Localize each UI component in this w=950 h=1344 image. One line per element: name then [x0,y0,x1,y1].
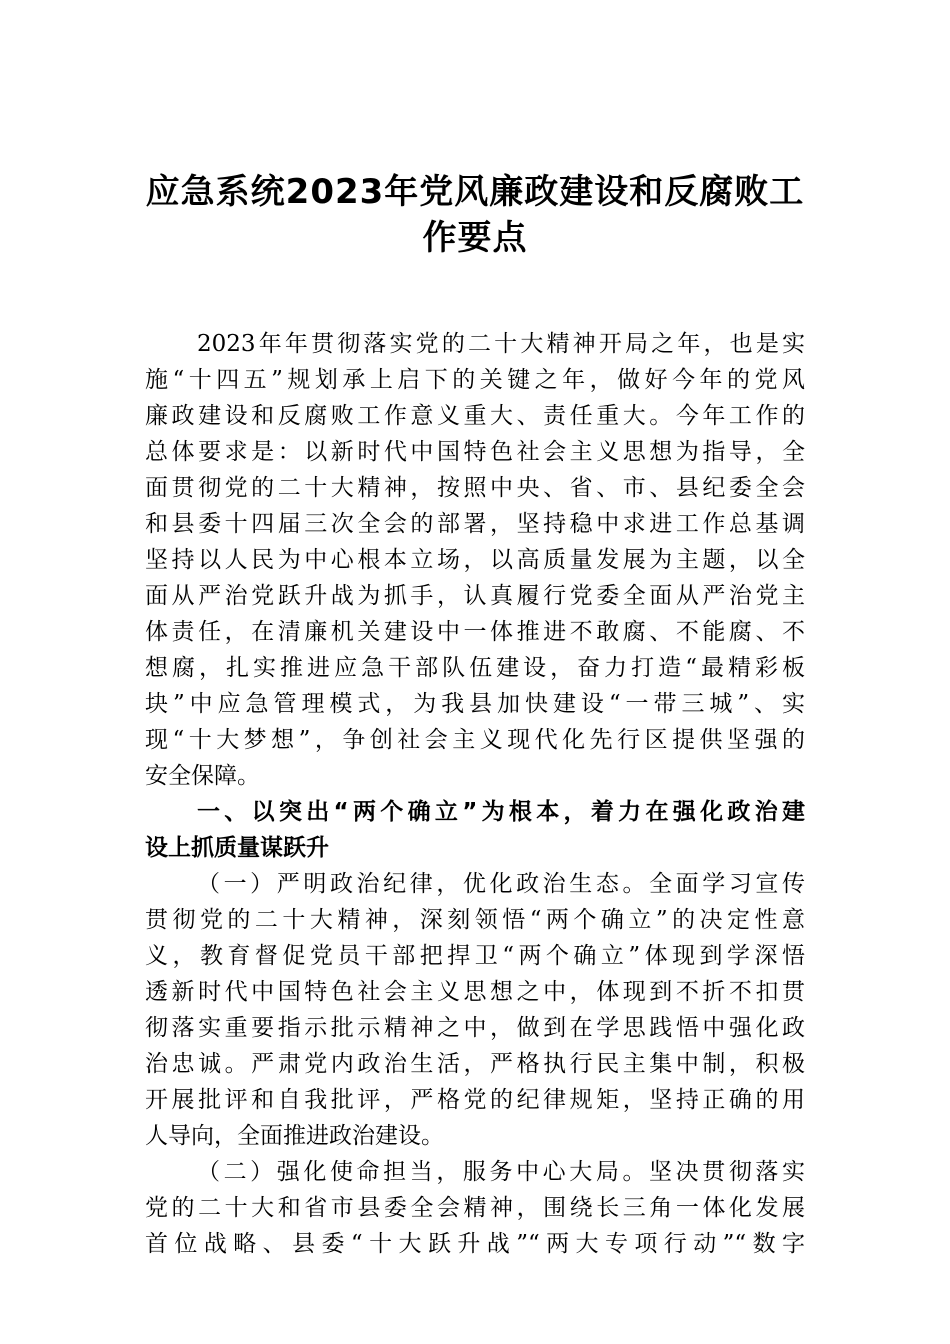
paragraph-line: 安全保障。 [145,763,260,789]
paragraph-line: 开展批评和自我批评，严格党的纪律规矩，坚持正确的用 [145,1087,805,1113]
paragraph-line: 贯彻党的二十大精神，深刻领悟“两个确立”的决定性意 [145,907,805,933]
paragraph-line: 坚持以人民为中心根本立场，以高质量发展为主题，以全 [145,547,805,573]
paragraph-line: 透新时代中国特色社会主义思想之中，体现到不折不扣贯 [145,979,805,1005]
paragraph-line: 义，教育督促党员干部把捍卫“两个确立”体现到学深悟 [145,943,805,969]
paragraph-line: 党的二十大和省市县委全会精神，围绕长三角一体化发展 [145,1195,805,1221]
paragraph-line: 首位战略、县委“十大跃升战”“两大专项行动”“数字 [145,1231,805,1257]
paragraph-line: 现“十大梦想”，争创社会主义现代化先行区提供坚强的 [145,727,805,753]
section-heading-line: 一、以突出“两个确立”为根本，着力在强化政治建 [197,799,805,825]
paragraph-line: 彻落实重要指示批示精神之中，做到在学思践悟中强化政 [145,1015,805,1041]
paragraph-line: （二）强化使命担当，服务中心大局。坚决贯彻落实 [197,1159,805,1185]
paragraph-line: 和县委十四届三次全会的部署，坚持稳中求进工作总基调 [145,511,805,537]
document-title-line-2: 作要点 [422,218,528,258]
paragraph-line: 面从严治党跃升战为抓手，认真履行党委全面从严治党主 [145,583,805,609]
paragraph-line: 治忠诚。严肃党内政治生活，严格执行民主集中制，积极 [145,1051,805,1077]
paragraph-line: 廉政建设和反腐败工作意义重大、责任重大。今年工作的 [145,403,805,429]
paragraph-line: （一）严明政治纪律，优化政治生态。全面学习宣传 [197,871,805,897]
paragraph-line: 面贯彻党的二十大精神，按照中央、省、市、县纪委全会 [145,475,805,501]
paragraph-line: 块”中应急管理模式，为我县加快建设“一带三城”、实 [145,691,805,717]
section-heading-line: 设上抓质量谋跃升 [145,835,329,861]
paragraph-line: 施“十四五”规划承上启下的关键之年，做好今年的党风 [145,367,805,393]
document-title-line-1: 应急系统2023年党风廉政建设和反腐败工 [145,172,805,212]
paragraph-line: 总体要求是：以新时代中国特色社会主义思想为指导，全 [145,439,805,465]
paragraph-line: 2023年年贯彻落实党的二十大精神开局之年，也是实 [197,331,805,357]
paragraph-line: 想腐，扎实推进应急干部队伍建设，奋力打造“最精彩板 [145,655,805,681]
paragraph-line: 人导向，全面推进政治建设。 [145,1123,444,1149]
paragraph-line: 体责任，在清廉机关建设中一体推进不敢腐、不能腐、不 [145,619,805,645]
